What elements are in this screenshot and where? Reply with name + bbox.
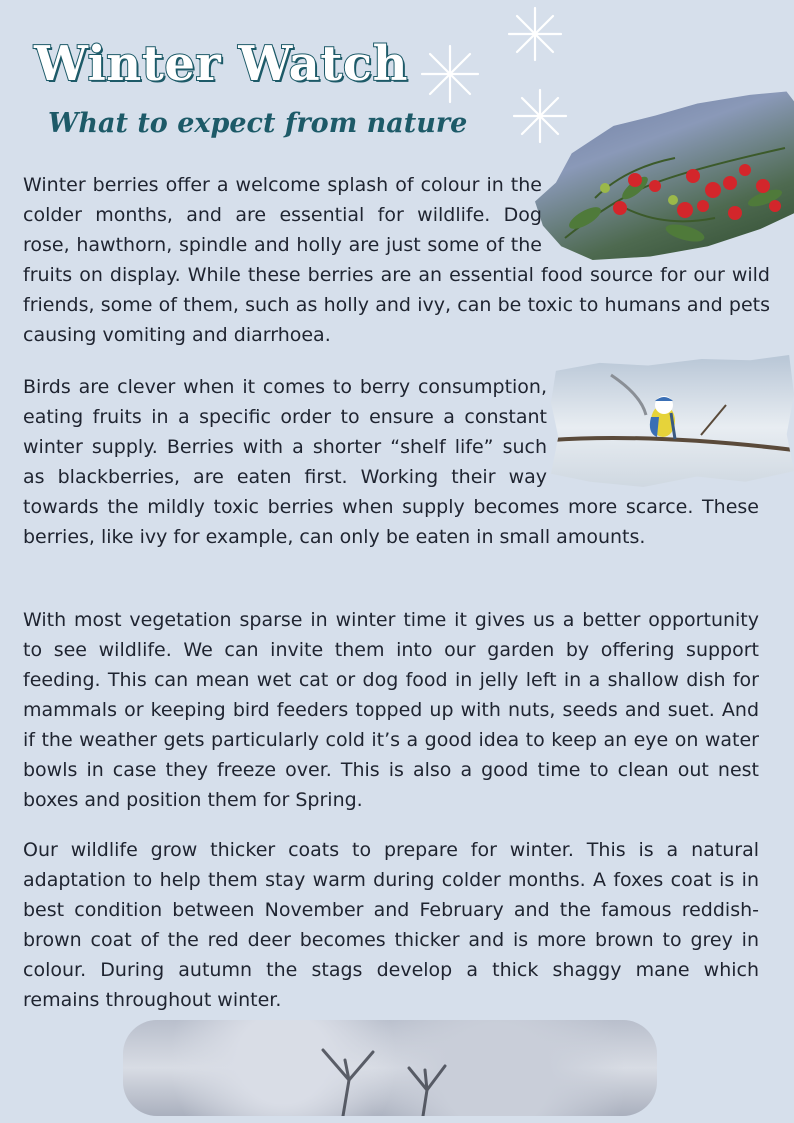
page-subtitle: What to expect from nature — [48, 108, 468, 139]
paragraph-birds: Birds are clever when it comes to berry consumption, eating fruits in a specific order to ensure a constant winter supply. Berries with a shorter “shelf life” such as blackberries, are eaten first. Working their way towards the mildly toxic berries when supply becomes more scarce. These berries, like ivy for example, can only be eaten in small amounts. — [23, 372, 759, 552]
snow-footprints-photo — [123, 1020, 657, 1116]
paragraph-garden-wildlife: With most vegetation sparse in winter time it gives us a better opportunity to see wildlife. We can invite them into our garden by offering support feeding. This can mean wet cat or dog food in jelly left in a shallow dish for mammals or keeping bird feeders topped up with nuts, seeds and suet. And if the weather gets particularly cold it’s a good idea to keep an eye on water bowls in case they freeze over. This is also a good time to clean out nest boxes and position them for Spring. — [23, 609, 759, 811]
text-wrap-spacer — [542, 170, 770, 260]
snowflake-icon — [510, 86, 570, 146]
paragraph-berries: Winter berries offer a welcome splash of colour in the colder months, and are essential for wildlife. Dog rose, hawthorn, spindle and holly are just some of the fruits on display. While these berries are an essential food source for our wild friends, some of them, such as holly and ivy, can be toxic to humans and pets causing vomiting and diarrhoea. — [23, 170, 770, 350]
snowflake-icon — [418, 42, 482, 106]
snowflake-icon — [505, 4, 565, 64]
page-title: Winter Watch — [34, 36, 409, 92]
paragraph-winter-coats: Our wildlife grow thicker coats to prepare for winter. This is a natural adaptation to help them stay warm during colder months. A foxes coat is in best condition between November and February and the famous reddish-brown coat of the red deer becomes thicker and is more brown to grey in colour. During autumn the stags develop a thick shaggy mane which remains throughout winter. — [23, 839, 759, 1011]
text-wrap-spacer — [547, 372, 759, 492]
